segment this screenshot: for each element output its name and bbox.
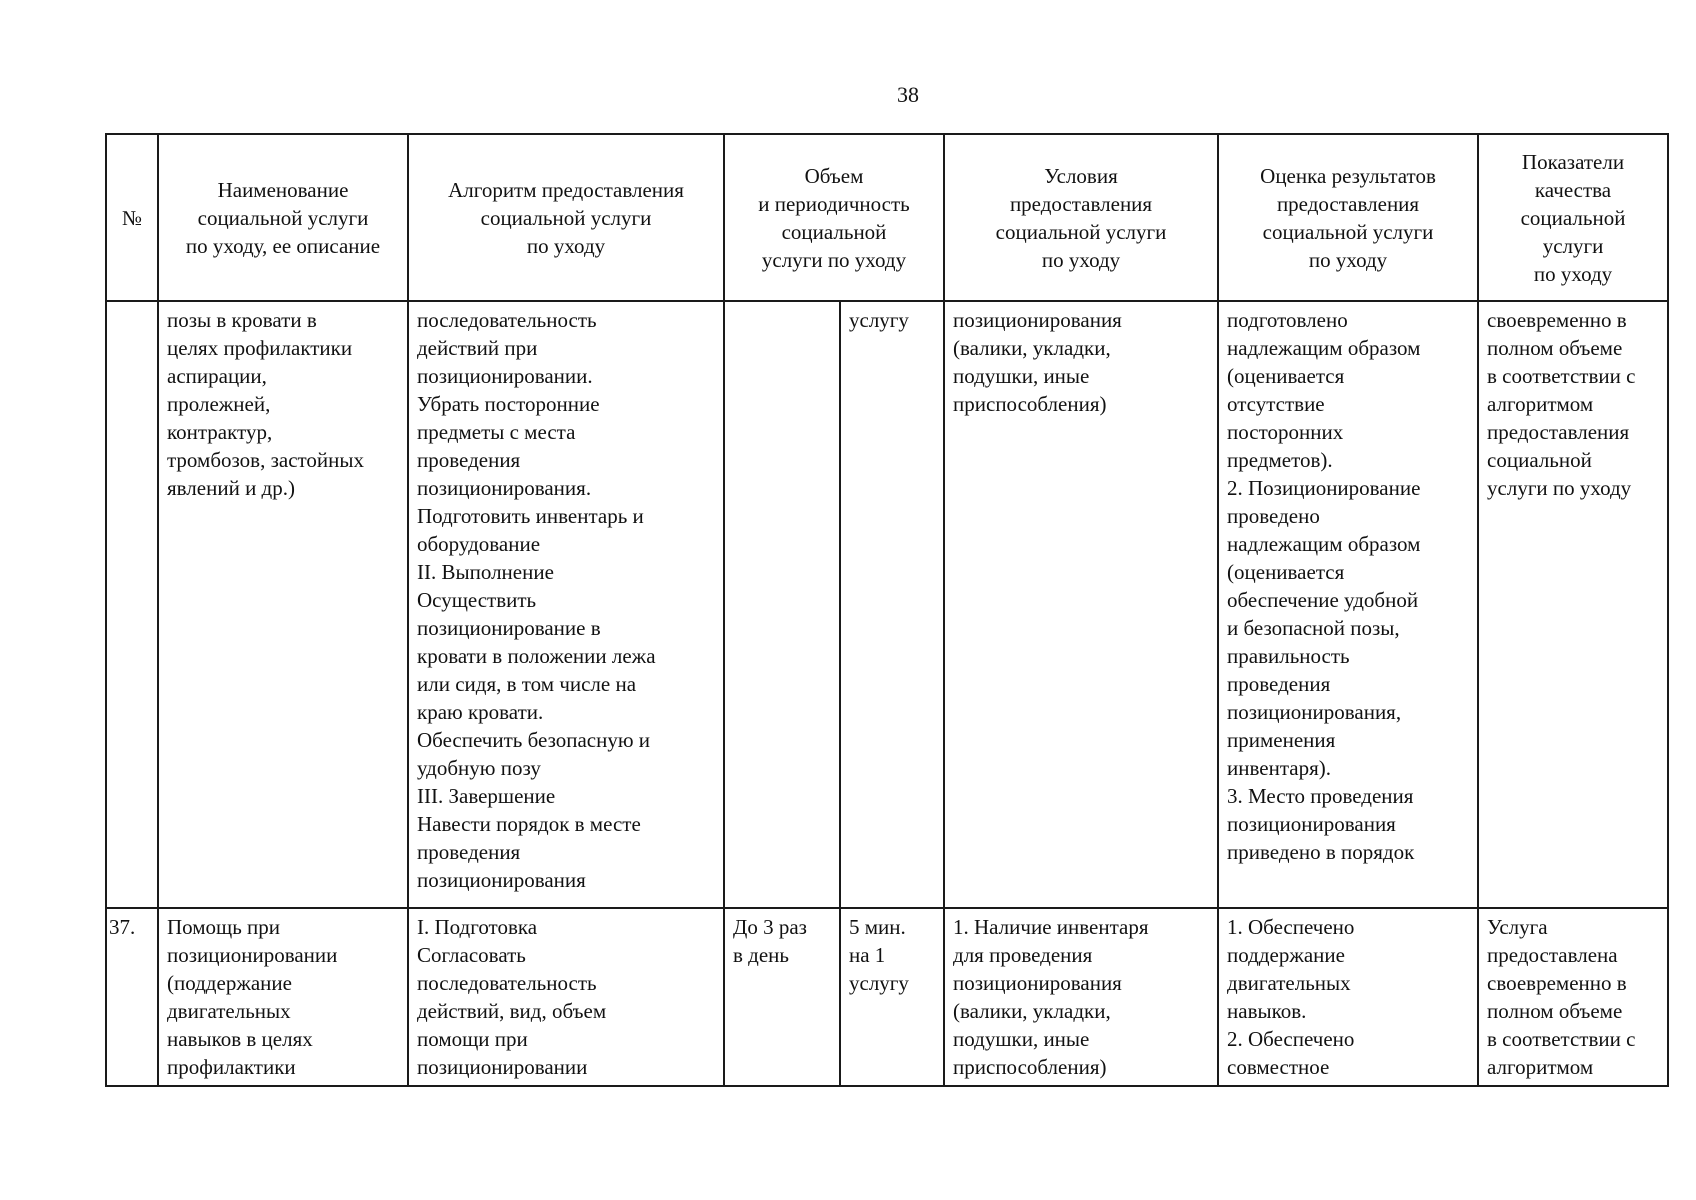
cell-assessment: 1. Обеспечено поддержание двигательных навыков. 2. Обеспечено совместное — [1218, 908, 1478, 1086]
table-row — [106, 301, 1668, 908]
cell-num: 37. — [106, 908, 158, 1086]
cell-conditions: позиционирования (валики, укладки, подушки, иные приспособления) — [944, 301, 1218, 908]
cell-quality: Услуга предоставлена своевременно в полном объеме в соответствии с алгоритмом — [1478, 908, 1668, 1086]
page-number: 38 — [897, 82, 919, 107]
cell-conditions: 1. Наличие инвентаря для проведения позиционирования (валики, укладки, подушки, иные приспособления) — [944, 908, 1218, 1086]
cell-volume — [724, 301, 840, 908]
cell-volume: До 3 раз в день — [724, 908, 840, 1086]
cell-periodicity: 5 мин. на 1 услугу — [840, 908, 944, 1086]
cell-periodicity: услугу — [840, 301, 944, 908]
header-volume: Объем и периодичность социальной услуги по уходу — [724, 134, 944, 301]
header-conditions: Условия предоставления социальной услуги по уходу — [944, 134, 1218, 301]
table-header-row — [106, 134, 1668, 301]
cell-algorithm: I. Подготовка Согласовать последовательность действий, вид, объем помощи при позиционировании — [408, 908, 724, 1086]
header-algorithm: Алгоритм предоставления социальной услуги по уходу — [408, 134, 724, 301]
table-row — [106, 908, 1668, 1086]
header-name: Наименование социальной услуги по уходу, ее описание — [158, 134, 408, 301]
header-num: № — [106, 134, 158, 301]
cell-name: Помощь при позиционировании (поддержание двигательных навыков в целях профилактики — [158, 908, 408, 1086]
cell-quality: своевременно в полном объеме в соответствии с алгоритмом предоставления социальной услуги по уходу — [1478, 301, 1668, 908]
cell-assessment: подготовлено надлежащим образом (оценивается отсутствие посторонних предметов). 2. Позиционирование проведено надлежащим образом (оценивается обеспечение удобной и безопасной позы, правильность проведения позиционирования, применения инвентаря). 3. Место проведения позиционирования приведено в порядок — [1218, 301, 1478, 908]
services-table — [105, 133, 1669, 1087]
cell-num — [106, 301, 158, 908]
cell-name: позы в кровати в целях профилактики аспирации, пролежней, контрактур, тромбозов, застойных явлений и др.) — [158, 301, 408, 908]
header-assessment: Оценка результатов предоставления социальной услуги по уходу — [1218, 134, 1478, 301]
cell-algorithm: последовательность действий при позиционировании. Убрать посторонние предметы с места проведения позиционирования. Подготовить инвентарь и оборудование II. Выполнение Осуществить позиционирование в кровати в положении лежа или сидя, в том числе на краю кровати. Обеспечить безопасную и удобную позу III. Завершение Навести порядок в месте проведения позиционирования — [408, 301, 724, 908]
header-quality: Показатели качества социальной услуги по уходу — [1478, 134, 1668, 301]
